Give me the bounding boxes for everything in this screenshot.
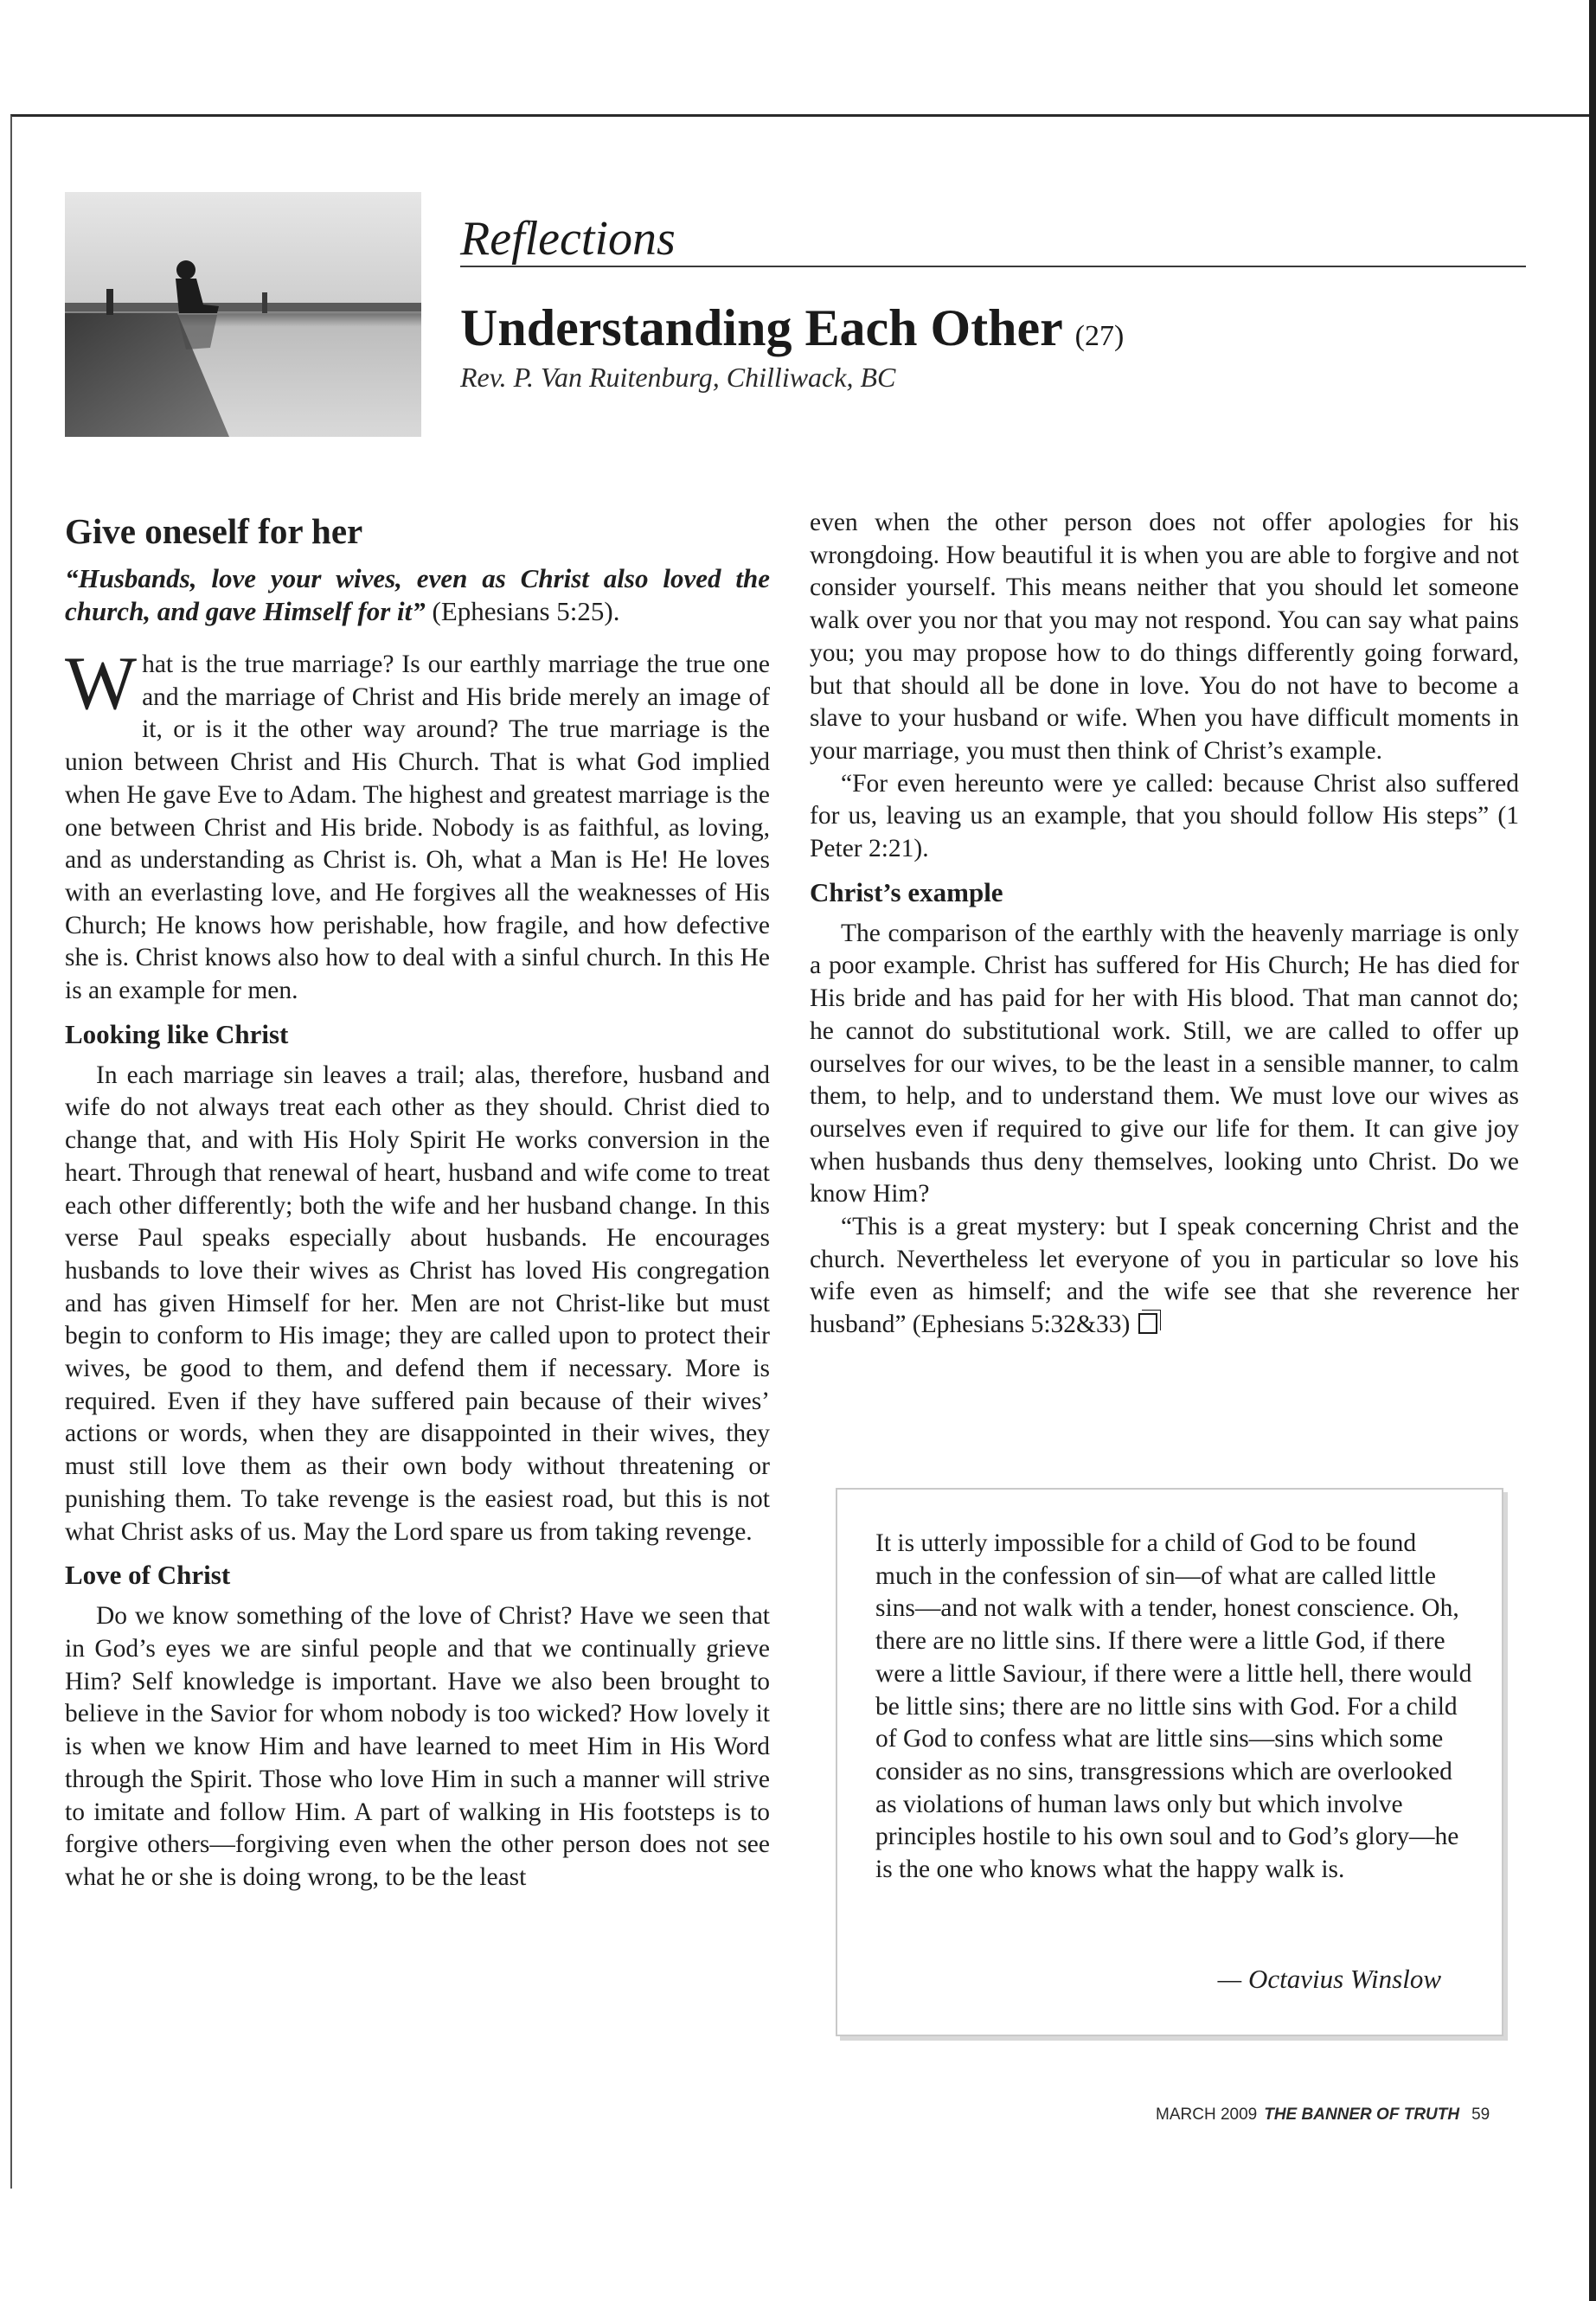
heading-give-oneself: Give oneself for her bbox=[65, 511, 363, 551]
article-number: (27) bbox=[1074, 320, 1125, 352]
heading-christs-example: Christ’s example bbox=[810, 876, 1003, 907]
page-edge-shadow bbox=[1589, 0, 1596, 2301]
article-title bbox=[460, 298, 1124, 358]
heading-looking-like-christ: Looking like Christ bbox=[65, 1018, 289, 1049]
intro-text: hat is the true marriage? Is our earthly marriage the true one and the marriage of Christ and His bride merely an image of it, or is it the other way around? The true marriage is the union between Christ and His Church. That is what God implied when He gave Eve to Adam. The highest and greatest marriage is the one between Christ and His bride. Nobody is as faithful, as loving, and as understanding as Christ is. Oh, what a Man is He! He loves with an everlasting love, and He forgives all the weaknesses of His Church; He knows how perishable, how fragile, and how defective she is. Christ knows also how to deal with a sinful church. In this He is an example for men. bbox=[65, 651, 770, 1005]
end-of-article-icon bbox=[1138, 1313, 1157, 1334]
footer-publication: THE BANNER OF TRUTH bbox=[1264, 2106, 1460, 2124]
section-rule bbox=[460, 266, 1526, 267]
mystery-text: “This is a great mystery: but I speak concerning Christ and the church. Nevertheless let everyone of you in particular so love his wife even as himself; and the wife see that she reverence her husband” (Ephesians 5:32&33) bbox=[810, 1213, 1519, 1339]
verse-reference: (Ephesians 5:25). bbox=[425, 596, 620, 626]
paragraph-christs-example: The comparison of the earthly with the heavenly marriage is only a poor example. Christ has suffered for His Church; He has died for His bride and has paid for her with His blood. That man cannot do; he cannot do substitutional work. Still, we are called to offer up ourselves for our wives, to be the least in a sensible manner, to calm them, to help, and to understand them. We must love our wives as ourselves even if required to give our life for them. It can give joy when husbands thus deny themselves, looking unto Christ. Do we know Him? bbox=[810, 919, 1519, 1208]
drop-cap: W bbox=[65, 642, 138, 726]
section-title: Reflections bbox=[460, 212, 676, 266]
paragraph-continued: even when the other person does not offer apologies for his wrongdoing. How beautiful it is when you are able to forgive and not consider yourself. This means neither that you should let someone walk over you nor that you may not respond. You can say what pains you; you may propose how to do things differently going forward, but that should all be done in love. You do not have to become a slave to your husband or wife. When you have difficult moments in your marriage, you must then think of Christ’s example. bbox=[810, 509, 1519, 765]
paragraph-great-mystery bbox=[810, 1211, 1519, 1342]
article-title-text: Understanding Each Other bbox=[460, 299, 1062, 356]
byline: Rev. P. Van Ruitenburg, Chilliwack, BC bbox=[460, 362, 896, 393]
intro-paragraph bbox=[65, 642, 770, 1008]
footer-date: MARCH 2009 bbox=[1156, 2106, 1258, 2124]
dock-photo-illustration bbox=[65, 192, 421, 437]
bottom-margin bbox=[0, 2189, 1596, 2301]
paragraph-love-of-christ: Do we know something of the love of Christ? Have we seen that in God’s eyes we are sinful people and that we continually grieve Him? Self knowledge is important. Have we also been brought to believe in the Savior for whom nobody is too wicked? How lovely it is when we know Him and have learned to meet Him in His Word through the Spirit. Those who love Him in such a manner will strive to imitate and follow Him. A part of walking in His footsteps is to forgive others—forgiving even when the other person does not see what he or she is doing wrong, to be the least bbox=[65, 1602, 770, 1891]
epigraph-verse bbox=[65, 562, 770, 628]
pull-quote-author: — Octavius Winslow bbox=[1217, 1964, 1441, 1994]
pull-quote-box bbox=[836, 1488, 1503, 2036]
paragraph-peter-quote: “For even hereunto were ye called: because Christ also suffered for us, leaving us an example, that you should follow His steps” (1 Peter 2:21). bbox=[810, 769, 1519, 863]
right-column bbox=[810, 507, 1519, 1342]
page-number: 59 bbox=[1471, 2106, 1490, 2124]
heading-love-of-christ: Love of Christ bbox=[65, 1560, 231, 1591]
pull-quote-text: It is utterly impossible for a child of God to be found much in the confession of sin—of what are called little sins—and not walk with a tender, honest conscience. Oh, there are no little sins. If there were a little God, if there were a little Saviour, if there were a little hell, there would be little sins; there are no little sins with God. For a child of God to confess what are little sins—sins which some consider as no sins, transgressions which are overlooked as violations of human laws only but which involve principles hostile to his own soul and to God’s glory—he is the one who knows what the happy walk is. bbox=[875, 1529, 1472, 1884]
verse-text: “Husbands, love your wives, even as Christ also loved the church, and gave Himself for it” bbox=[65, 563, 770, 626]
page-footer bbox=[1156, 2106, 1490, 2125]
left-column bbox=[65, 510, 770, 1894]
paragraph-looking-like-christ: In each marriage sin leaves a trail; alas, therefore, husband and wife do not always treat each other as they should. Christ died to change that, and with His Holy Spirit He works conversion in the heart. Through that renewal of heart, husband and wife come to treat each other differently; both the wife and her husband change. In this verse Paul speaks especially about husbands. He encourages husbands to love their wives as Christ has loved His congregation and has given Himself for her. Men are not Christ-like but must begin to conform to His image; they are called upon to protect their wives, be good to them, and defend them if necessary. More is required. Even if they have suffered pain because of their wives’ actions or words, when they are disappointed in their wives, they must still love them as their own body without threatening or punishing them. To take revenge is the easiest road, but this is not what Christ asks of us. May the Lord spare us from taking revenge. bbox=[65, 1061, 770, 1546]
header-photo bbox=[65, 192, 421, 437]
